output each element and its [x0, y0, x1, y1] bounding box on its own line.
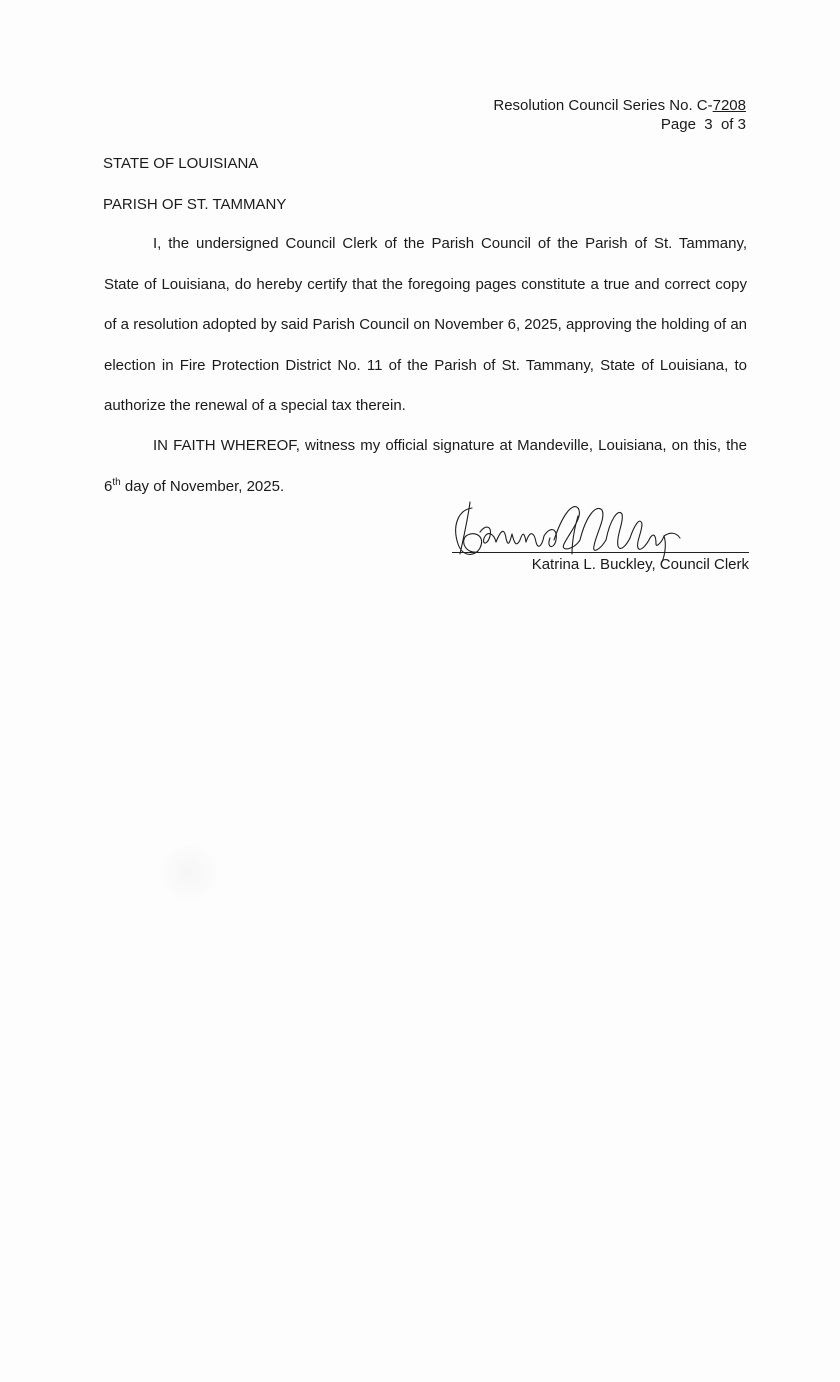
series-prefix: Resolution Council Series No. C- [493, 97, 713, 114]
state-heading: STATE OF LOUISIANA [103, 155, 259, 172]
series-number: 7208 [712, 97, 746, 114]
resolution-reference [493, 96, 746, 134]
witness-paragraph [104, 426, 747, 507]
witness-date: day of November, 2025. [120, 477, 285, 495]
signature-caption: Katrina L. Buckley, Council Clerk [531, 556, 749, 573]
page-number: Page 3 of 3 [660, 116, 746, 133]
signature-line [452, 552, 749, 553]
scan-speck [162, 845, 217, 900]
parish-heading: PARISH OF ST. TAMMANY [103, 196, 287, 213]
series-line [493, 96, 746, 115]
witness-text: IN FAITH WHEREOF, witness my official signature at Mandeville, Louisiana, on this, the 6 [104, 437, 747, 495]
certification-paragraph: I, the undersigned Council Clerk of the Parish Council of the Parish of St. Tammany, State of Louisiana, do hereby certify that the foregoing pages constitute a true and correct copy of a resolution adopted by said Parish Council on November 6, 2025, approving the holding of an election in Fire Protection District No. 11 of the Parish of St. Tammany, State of Louisiana, to authorize the renewal of a special tax therein. [104, 235, 747, 414]
ordinal-suffix: th [112, 476, 121, 488]
